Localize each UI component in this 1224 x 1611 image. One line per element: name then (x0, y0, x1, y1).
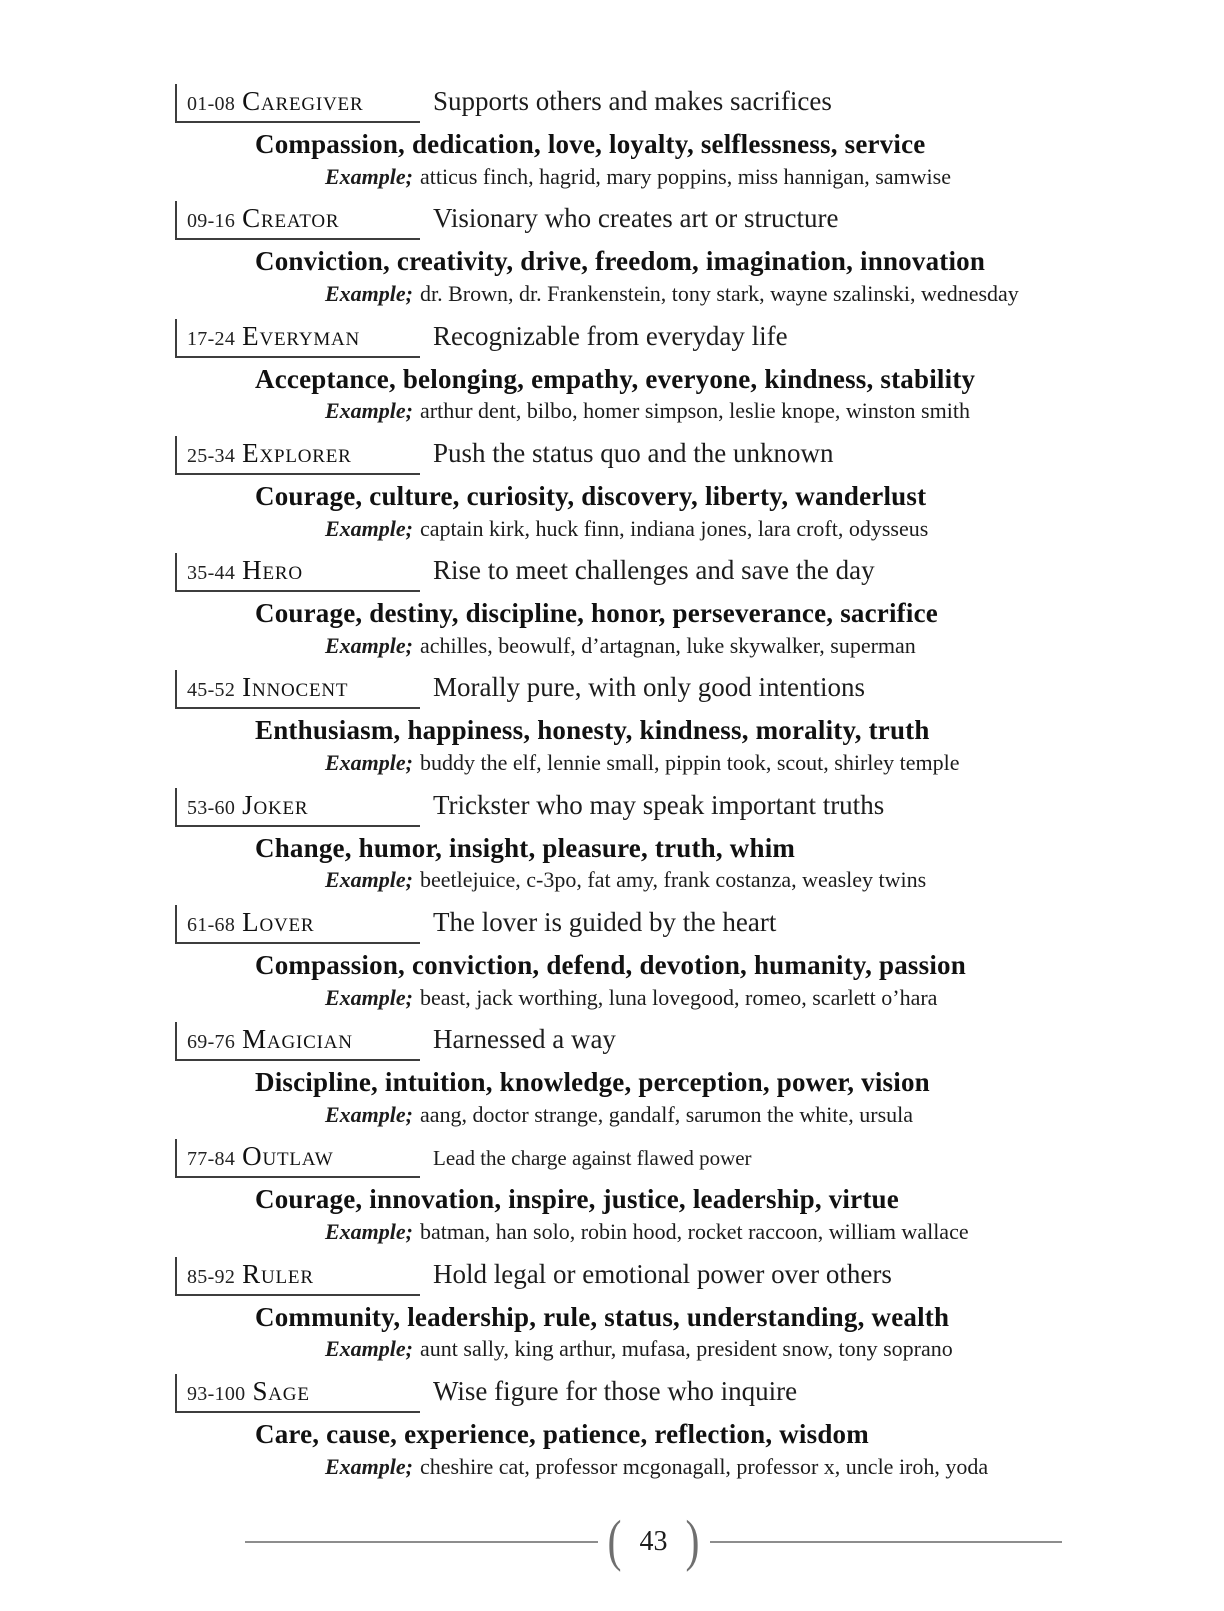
example-names: beetlejuice, c-3po, fat amy, frank costanza, weasley twins (420, 867, 927, 893)
example-names: aunt sally, king arthur, mufasa, president snow, tony soprano (420, 1336, 953, 1362)
archetype-traits: Enthusiasm, happiness, honesty, kindness, morality, truth (255, 715, 930, 746)
archetype-entry-header (175, 201, 1106, 240)
archetype-description: Rise to meet challenges and save the day (433, 555, 875, 585)
archetype-entry (175, 905, 1106, 1011)
archetype-name: Sage (252, 1375, 310, 1406)
archetype-range: 53-60 (187, 796, 236, 819)
example-label: Example; (325, 281, 413, 306)
archetype-description: The lover is guided by the heart (433, 906, 777, 937)
example-names: captain kirk, huck finn, indiana jones, lara croft, odysseus (420, 515, 929, 541)
archetype-entry (175, 1257, 1106, 1363)
archetype-name: Joker (242, 789, 309, 820)
archetype-example-line (325, 1335, 1106, 1363)
archetype-traits: Change, humor, insight, pleasure, truth, whim (255, 832, 796, 863)
footer-rule-right (710, 1541, 1063, 1543)
archetype-range: 25-34 (187, 444, 236, 467)
archetype-example-line (325, 280, 1106, 308)
archetype-label-box (175, 905, 420, 944)
archetype-example-line (325, 1218, 1106, 1246)
example-label: Example; (325, 515, 413, 541)
archetype-example-line (325, 984, 1106, 1012)
archetype-range: 85-92 (187, 1265, 236, 1288)
archetype-traits: Acceptance, belonging, empathy, everyone, kindness, stability (255, 363, 976, 394)
archetype-traits: Courage, innovation, inspire, justice, leadership, virtue (255, 1184, 899, 1215)
archetype-label-box (175, 319, 420, 358)
archetype-entry-header (175, 1139, 1106, 1178)
archetype-description: Push the status quo and the unknown (433, 437, 834, 468)
archetype-label-box (175, 201, 420, 240)
archetype-label-box (175, 1257, 420, 1296)
archetype-entry (175, 670, 1106, 776)
archetype-traits: Courage, destiny, discipline, honor, perseverance, sacrifice (255, 598, 938, 628)
archetype-description: Hold legal or emotional power over others (433, 1258, 892, 1289)
archetype-entry (175, 84, 1106, 190)
example-label: Example; (325, 163, 413, 189)
example-names: buddy the elf, lennie small, pippin took, scout, shirley temple (420, 750, 960, 775)
archetype-range: 01-08 (187, 93, 236, 115)
archetype-example-line (325, 749, 1106, 777)
archetype-entry (175, 201, 1106, 307)
archetype-traits: Community, leadership, rule, status, understanding, wealth (255, 1301, 950, 1332)
archetype-traits: Compassion, dedication, love, loyalty, selflessness, service (255, 129, 926, 159)
archetype-entry (175, 788, 1106, 894)
archetype-entry-header (175, 905, 1106, 944)
archetype-name: Outlaw (242, 1141, 334, 1172)
example-label: Example; (325, 632, 413, 658)
archetype-example-line (325, 397, 1106, 425)
archetype-range: 35-44 (187, 562, 236, 584)
archetype-label-box (175, 436, 420, 475)
example-label: Example; (325, 398, 413, 424)
page-footer (245, 1491, 1062, 1574)
archetype-entry-header (175, 1022, 1106, 1061)
archetype-entry-header (175, 788, 1106, 827)
archetype-name: Everyman (242, 320, 361, 351)
example-names: dr. Brown, dr. Frankenstein, tony stark, wayne szalinski, wednesday (420, 281, 1019, 306)
archetype-description: Supports others and makes sacrifices (433, 86, 832, 116)
archetype-label-box (175, 553, 420, 592)
archetype-range: 93-100 (187, 1382, 246, 1405)
example-label: Example; (325, 1219, 413, 1244)
archetype-entry (175, 553, 1106, 659)
archetype-description: Harnessed a way (433, 1024, 616, 1054)
page-number: 43 (639, 1526, 668, 1557)
archetype-range: 61-68 (187, 913, 236, 936)
archetype-description: Visionary who creates art or structure (433, 203, 839, 234)
archetype-example-line (325, 632, 1106, 660)
archetype-example-line (325, 1453, 1106, 1481)
example-label: Example; (325, 984, 413, 1010)
archetype-entry (175, 1139, 1106, 1245)
archetype-traits: Compassion, conviction, defend, devotion, humanity, passion (255, 949, 966, 980)
archetype-label-box (175, 84, 420, 123)
example-label: Example; (325, 1101, 413, 1127)
example-label: Example; (325, 867, 413, 893)
archetype-list (175, 84, 1106, 1491)
archetype-name: Creator (242, 203, 340, 234)
archetype-traits: Conviction, creativity, drive, freedom, imagination, innovation (255, 246, 986, 277)
archetype-entry-header (175, 84, 1106, 123)
footer-bracket-left-icon: ( (607, 1510, 622, 1574)
example-names: beast, jack worthing, luna lovegood, romeo, scarlett o’hara (420, 984, 938, 1010)
archetype-description: Trickster who may speak important truths (433, 789, 885, 820)
example-label: Example; (325, 750, 413, 775)
archetype-example-line (325, 515, 1106, 543)
archetype-example-line (325, 163, 1106, 191)
archetype-traits: Courage, culture, curiosity, discovery, liberty, wanderlust (255, 480, 927, 511)
archetype-traits: Discipline, intuition, knowledge, perception, power, vision (255, 1067, 930, 1097)
archetype-example-line (325, 1101, 1106, 1129)
archetype-entry (175, 319, 1106, 425)
archetype-entry (175, 1022, 1106, 1128)
archetype-name: Ruler (242, 1258, 314, 1289)
archetype-traits: Care, cause, experience, patience, reflection, wisdom (255, 1418, 869, 1449)
archetype-label-box (175, 670, 420, 709)
archetype-name: Caregiver (242, 86, 364, 116)
example-names: atticus finch, hagrid, mary poppins, miss hannigan, samwise (420, 163, 951, 189)
archetype-entry-header (175, 1374, 1106, 1413)
archetype-description: Wise figure for those who inquire (433, 1375, 798, 1406)
archetype-range: 09-16 (187, 210, 236, 233)
archetype-name: Magician (242, 1024, 353, 1054)
archetype-entry (175, 436, 1106, 542)
archetype-name: Lover (242, 906, 315, 937)
example-names: arthur dent, bilbo, homer simpson, leslie knope, winston smith (420, 398, 970, 424)
example-label: Example; (325, 1453, 413, 1479)
archetype-range: 69-76 (187, 1031, 236, 1053)
archetype-entry-header (175, 553, 1106, 592)
example-names: cheshire cat, professor mcgonagall, professor x, uncle iroh, yoda (420, 1453, 989, 1479)
example-names: aang, doctor strange, gandalf, sarumon the white, ursula (420, 1101, 914, 1127)
archetype-entry (175, 1374, 1106, 1480)
archetype-description: Recognizable from everyday life (433, 320, 788, 351)
archetype-entry-header (175, 1257, 1106, 1296)
example-label: Example; (325, 1336, 413, 1362)
archetype-description: Lead the charge against flawed power (433, 1146, 752, 1171)
archetype-range: 45-52 (187, 679, 236, 702)
footer-bracket-right-icon: ) (685, 1510, 700, 1574)
archetype-description: Morally pure, with only good intentions (433, 672, 865, 703)
footer-rule-left (245, 1541, 598, 1543)
archetype-example-line (325, 866, 1106, 894)
archetype-entry-header (175, 436, 1106, 475)
archetype-entry-header (175, 319, 1106, 358)
archetype-label-box (175, 1139, 420, 1178)
archetype-label-box (175, 1022, 420, 1061)
archetype-label-box (175, 1374, 420, 1413)
example-names: batman, han solo, robin hood, rocket raccoon, william wallace (420, 1219, 969, 1244)
archetype-name: Innocent (242, 672, 349, 703)
archetype-range: 77-84 (187, 1148, 236, 1171)
archetype-name: Hero (242, 555, 303, 585)
archetype-name: Explorer (242, 437, 352, 468)
archetype-label-box (175, 788, 420, 827)
archetype-range: 17-24 (187, 327, 236, 350)
example-names: achilles, beowulf, d’artagnan, luke skywalker, superman (420, 632, 916, 658)
archetype-entry-header (175, 670, 1106, 709)
